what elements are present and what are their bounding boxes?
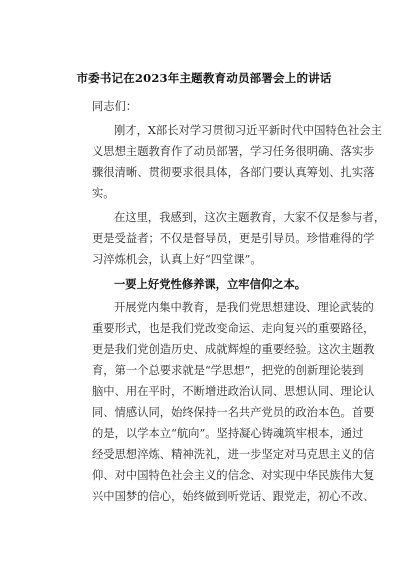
paragraph-line: 兴中国梦的信心，始终做到听党话、跟党走，初心不改、 bbox=[92, 490, 375, 503]
paragraph-line: 育，第一个总要求就是“学思想”，把党的创新理论装到 bbox=[92, 364, 364, 377]
paragraph-line: 同、情感认同，始终保持一名共产党员的政治本色。首要 bbox=[92, 406, 375, 419]
paragraph-line: 更是我们党创造历史、成就辉煌的重要经验。这次主题教 bbox=[92, 343, 375, 356]
paragraph-line: 习淬炼机会，认真上好“四堂课”。 bbox=[92, 253, 262, 266]
salutation: 同志们： bbox=[92, 100, 138, 113]
paragraph-line: 刚才，X部长对学习贯彻习近平新时代中国特色社会主 bbox=[114, 124, 382, 137]
document-title: 市委书记在2023年主题教育动员部署会上的讲话 bbox=[76, 71, 332, 85]
paragraph-line: 在这里，我感到，这次主题教育，大家不仅是参与者， bbox=[114, 211, 386, 224]
paragraph-line: 义思想主题教育作了动员部署，学习任务很明确、落实步 bbox=[92, 145, 375, 158]
paragraph-line: 实。 bbox=[92, 187, 115, 200]
paragraph-line: 经受思想淬炼、精神洗礼，进一步坚定对马克思主义的信 bbox=[92, 448, 375, 461]
paragraph-line: 脑中、用在平时，不断增进政治认同、思想认同、理论认 bbox=[92, 385, 375, 398]
paragraph-line: 开展党内集中教育，是我们党思想建设、理论武装的 bbox=[114, 301, 374, 314]
paragraph-line: 骤很清晰、贯彻要求很具体，各部门要认真筹划、扎实落 bbox=[92, 166, 375, 179]
paragraph-line: 更是受益者；不仅是督导员，更是引导员。珍惜难得的学 bbox=[92, 232, 375, 245]
section-heading: 一要上好党性修养课，立牢信仰之本。 bbox=[114, 277, 307, 291]
paragraph-line: 仰、对中国特色社会主义的信念、对实现中华民族伟大复 bbox=[92, 469, 375, 482]
paragraph-line: 的是，以学本立“航向”。坚持凝心铸魂筑牢根本，通过 bbox=[92, 427, 364, 440]
paragraph-line: 重要形式，也是我们党改变命运、走向复兴的重要路径， bbox=[92, 322, 375, 335]
